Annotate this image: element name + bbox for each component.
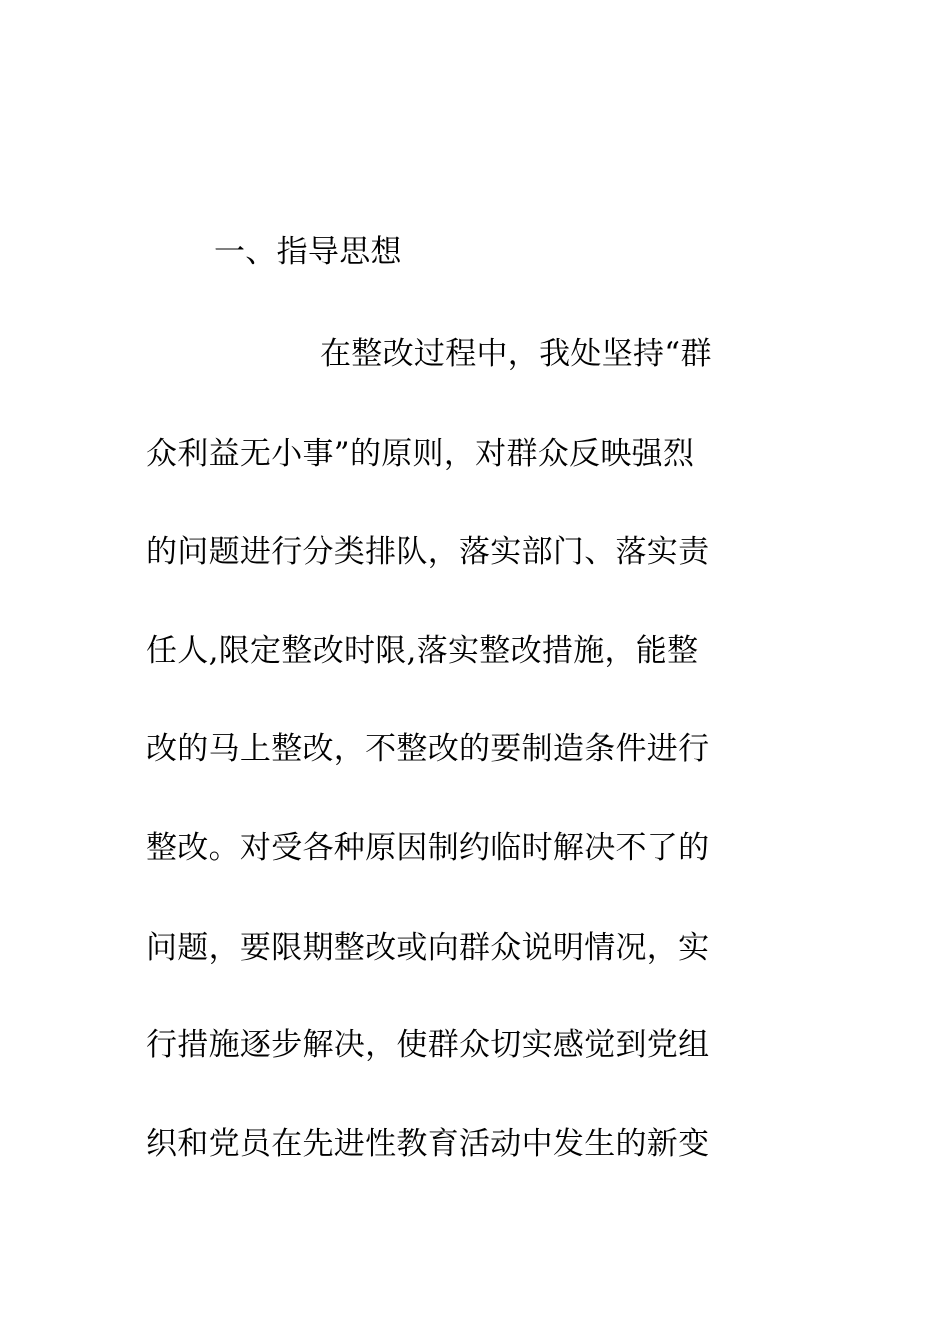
paragraph-line: 问题，要限期整改或向群众说明情况，实 (146, 930, 710, 966)
paragraph-line: 整改。对受各种原因制约临时解决不了的 (146, 830, 710, 866)
paragraph-line: 改的马上整改，不整改的要制造条件进行 (146, 731, 710, 767)
paragraph-line: 织和党员在先进性教育活动中发生的新变 (146, 1126, 710, 1162)
paragraph-line: 众利益无小事”的原则，对群众反映强烈 (146, 436, 695, 472)
paragraph-line: 在整改过程中，我处坚持“群 (320, 336, 712, 372)
paragraph-line: 的问题进行分类排队，落实部门、落实责 (146, 534, 710, 570)
section-heading: 一、指导思想 (214, 234, 402, 270)
paragraph-line: 任人,限定整改时限,落实整改措施，能整 (146, 633, 699, 669)
paragraph-line: 行措施逐步解决，使群众切实感觉到党组 (146, 1027, 710, 1063)
